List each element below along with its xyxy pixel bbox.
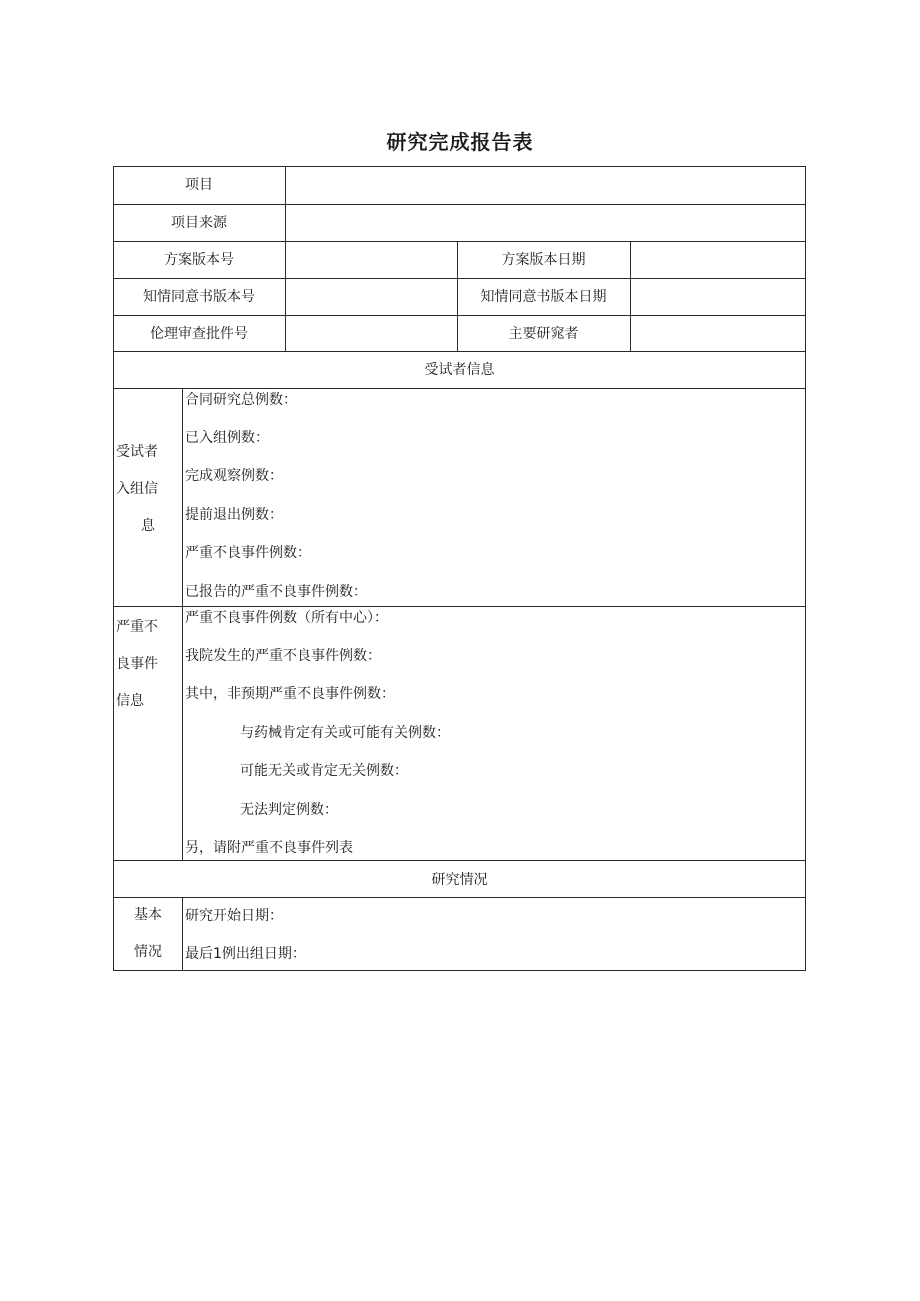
early-withdrawal-cases: 提前退出例数： <box>185 507 283 523</box>
row-divider <box>113 204 806 205</box>
sae-our-hospital: 我院发生的严重不良事件例数： <box>185 648 381 664</box>
sae-list-note: 另，请附严重不良事件列表 <box>185 840 353 856</box>
principal-investigator-label: 主要研窕者 <box>508 326 579 342</box>
row-divider <box>113 315 806 316</box>
table-border-right <box>805 166 806 971</box>
col-divider <box>182 388 183 861</box>
table-border-left <box>113 166 114 971</box>
side-label-line: 入组信 <box>116 481 158 497</box>
sae-undetermined-cases: 无法判定例数： <box>240 802 338 818</box>
row-divider <box>113 897 806 898</box>
sae-side-label <box>116 609 180 720</box>
row-divider <box>113 241 806 242</box>
side-label-line: 严重不 <box>116 619 158 635</box>
icf-date-label: 知情同意书版本日期 <box>480 289 607 305</box>
study-start-date: 研究开始日期： <box>185 908 283 924</box>
last-subject-exit-date: 最后1例出组日期： <box>185 946 306 962</box>
sae-related-cases: 与药械肯定有关或可能有关例数： <box>240 725 450 741</box>
table-border-top <box>113 166 806 167</box>
side-label-line: 受试者 <box>116 444 158 460</box>
icf-version-label: 知情同意书版本号 <box>143 289 255 305</box>
reported-sae-cases: 已报告的严重不良事件例数： <box>185 584 367 600</box>
unexpected-sae: 其中，非预期严重不良事件例数： <box>185 686 395 702</box>
side-label-line: 情况 <box>134 944 162 960</box>
subjects-side-label <box>116 434 180 545</box>
project-label: 项目 <box>185 177 213 193</box>
basic-info-side-label <box>113 897 183 971</box>
total-contract-cases: 合同研究总例数： <box>185 392 297 408</box>
row-divider <box>113 351 806 352</box>
row-divider <box>113 388 806 389</box>
sae-cases: 严重不良事件例数： <box>185 545 311 561</box>
ethics-approval-label: 伦理审查批件号 <box>150 326 248 342</box>
row-divider <box>113 278 806 279</box>
study-section-heading: 研究情况 <box>431 872 488 888</box>
side-label-line: 基本 <box>134 907 162 923</box>
side-label-line: 信息 <box>116 693 144 709</box>
table-border-bottom <box>113 970 806 971</box>
protocol-date-label: 方案版本日期 <box>501 252 586 268</box>
row-divider <box>113 860 806 861</box>
page-title: 研究完成报告表 <box>386 130 534 154</box>
col-divider <box>630 241 631 352</box>
side-label-line: 良事件 <box>116 656 158 672</box>
project-source-label: 项目来源 <box>171 215 227 231</box>
side-label-line: 息 <box>141 518 155 534</box>
subjects-section-heading: 受试者信息 <box>424 362 495 378</box>
col-divider <box>285 166 286 352</box>
completed-cases: 完成观察例数： <box>185 468 283 484</box>
protocol-version-label: 方案版本号 <box>164 252 234 268</box>
sae-all-centers: 严重不良事件例数（所有中心）： <box>185 610 388 626</box>
enrolled-cases: 已入组例数： <box>185 430 269 446</box>
row-divider <box>113 606 806 607</box>
sae-unrelated-cases: 可能无关或肯定无关例数： <box>240 763 408 779</box>
